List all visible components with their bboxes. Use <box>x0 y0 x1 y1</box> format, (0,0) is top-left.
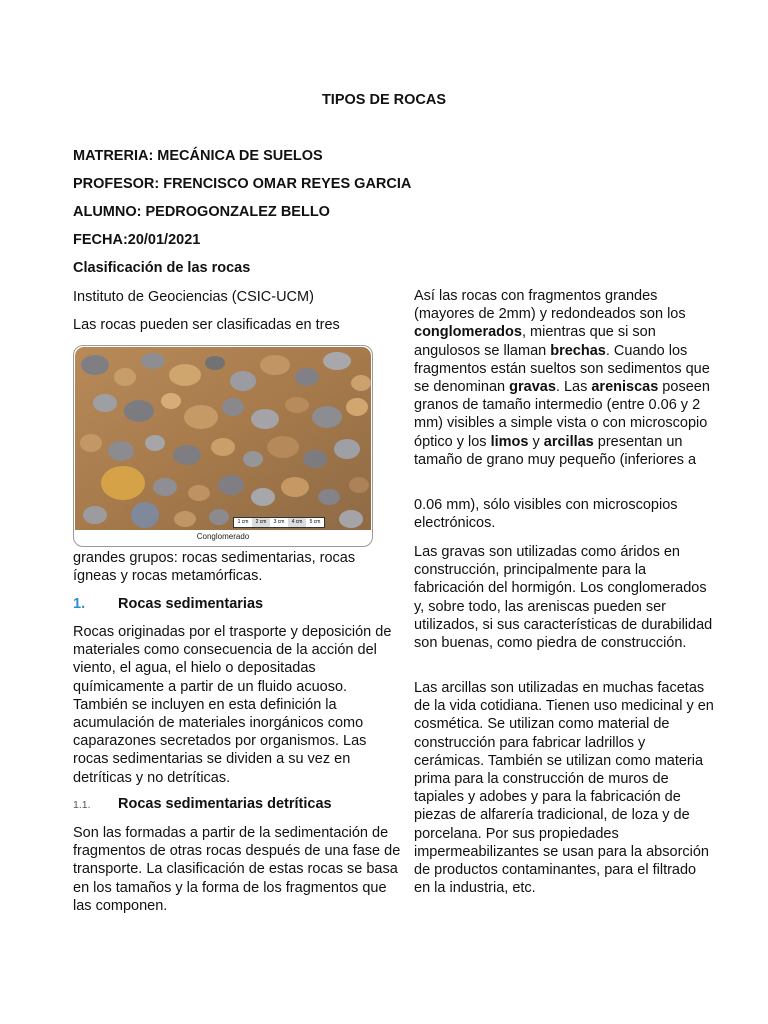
term-conglomerados: conglomerados <box>414 324 522 341</box>
text-run: . Cuando los fragmentos están sueltos son sedimentos que se denominan <box>414 342 710 396</box>
term-arcillas: arcillas <box>543 433 594 450</box>
subsection-number: 1.1. <box>73 799 91 811</box>
right-paragraph-2: 0.06 mm), sólo visibles con microscopios electrónicos. <box>414 497 678 532</box>
scale-label: 5 cm <box>306 518 324 527</box>
conglomerate-photo <box>75 347 371 530</box>
section-subtitle: Clasificación de las rocas <box>73 260 251 276</box>
scale-label: 2 cm <box>252 518 270 527</box>
professor-line: PROFESOR: FRENCISCO OMAR REYES GARCIA <box>73 176 412 192</box>
document-title: TIPOS DE ROCAS <box>321 92 447 108</box>
section-number: 1. <box>73 596 86 612</box>
institute-text: Instituto de Geociencias (CSIC-UCM) <box>73 289 314 305</box>
conglomerate-figure <box>73 345 373 547</box>
intro-text: Las rocas pueden ser clasificadas en tres <box>73 317 340 333</box>
text-run: presentan un tamaño de grano muy pequeño (inferiores a <box>414 433 697 468</box>
text-run: Así las rocas con fragmentos grandes (mayores de 2mm) y redondeados son los <box>414 288 686 323</box>
date-line: FECHA:20/01/2021 <box>73 232 201 248</box>
text-run: y <box>528 433 544 450</box>
subject-line: MATRERIA: MECÁNICA DE SUELOS <box>73 148 323 164</box>
right-paragraph-4: Las arcillas son utilizadas en muchas facetas de la vida cotidiana. Tienen uso medicinal y en cosmética. Se utilizan como material de construcción para fabricar ladrillos y cerámicas. También se utilizan como materia prima para la construcción de muros de tapiales y adobes y para la fabricación de piezas de alfarería tradicional, de loza y de porcelana. Por sus propiedades impermeabilizantes se usan para la absorción de productos contaminantes, para el filtrado en la industria, etc. <box>414 680 714 897</box>
text-run: , mientras que si son angulosos se llaman <box>414 324 656 359</box>
term-areniscas: areniscas <box>591 379 659 396</box>
scale-label: 4 cm <box>288 518 306 527</box>
right-paragraph-3: Las gravas son utilizadas como áridos en construcción, principalmente para la fabricación del hormigón. Los conglomerados y, sobre todo, las areniscas pueden ser utilizados, si sus características de durabilidad son buenas, como piedra de construcción. <box>414 544 713 652</box>
intro-continued-text: grandes grupos: rocas sedimentarias, rocas ígneas y rocas metamórficas. <box>73 550 356 585</box>
section-heading: Rocas sedimentarias <box>118 596 264 612</box>
term-limos: limos <box>490 433 529 450</box>
text-run: . Las <box>555 379 592 396</box>
scale-bar <box>233 517 325 528</box>
text-run: poseen granos de tamaño intermedio (entre 0.06 y 2 mm) visibles a simple vista o con microscopio óptico y los <box>414 379 710 450</box>
subsection-body-text: Son las formadas a partir de la sedimentación de fragmentos de otras rocas después de una fase de transporte. La clasificación de estas rocas se basa en los tamaños y la forma de los fragmentos que las componen. <box>73 825 401 914</box>
term-brechas: brechas <box>550 342 606 359</box>
student-line: ALUMNO: PEDROGONZALEZ BELLO <box>73 204 330 220</box>
right-paragraph-1 <box>414 287 714 469</box>
scale-label: 1 cm <box>234 518 252 527</box>
scale-label: 3 cm <box>270 518 288 527</box>
term-gravas: gravas <box>509 379 556 396</box>
section-body-text: Rocas originadas por el trasporte y deposición de materiales como consecuencia de la acción del viento, el agua, el hielo o depositadas químicamente a partir de un fluido acuoso. También se incluyen en esta definición la acumulación de materiales inorgánicos como caparazones secretados por organismos. Las rocas sedimentarias se dividen a su vez en detríticas y no detríticas. <box>73 624 392 786</box>
figure-caption: Conglomerado <box>196 532 250 541</box>
subsection-heading: Rocas sedimentarias detríticas <box>118 796 332 812</box>
